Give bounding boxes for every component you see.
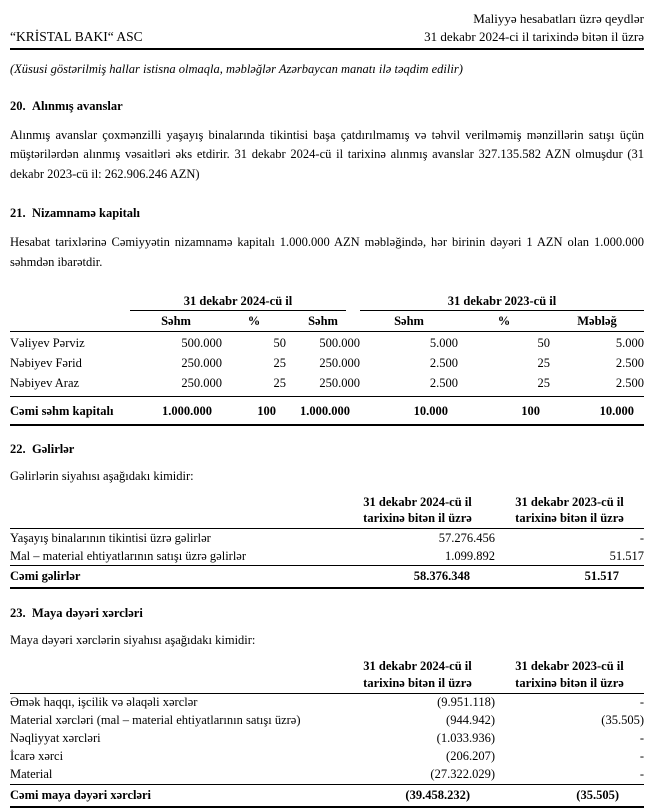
table-cell: 25 bbox=[273, 375, 286, 390]
column-header-line: tarixinə bitən il üzrə bbox=[515, 675, 624, 690]
shareholder-name: Nəbiyev Fərid bbox=[10, 355, 82, 370]
total-label: Cəmi gəlirlər bbox=[10, 566, 340, 589]
column-header-line: 31 dekabr 2024-cü il bbox=[363, 659, 472, 674]
table-row bbox=[10, 529, 644, 548]
revenue-table bbox=[10, 494, 644, 590]
section-21-heading bbox=[10, 206, 644, 221]
line-item-label: Mal – material ehtiyatlarının satışı üzrə gəlirlər bbox=[10, 548, 247, 563]
year-2024-group-header: 31 dekabr 2024-cü il bbox=[130, 294, 346, 311]
table-cell: (39.458.232) bbox=[340, 784, 495, 807]
table-cell: - bbox=[639, 767, 644, 782]
section-20-body: Alınmış avanslar çoxmənzilli yaşayış binalarında tikintisi başa çatdırılmamış və təhvil verilməmiş mənzillərin satışı üçün müştərilərdən alınmış vəsaitləri əks etdirir. 31 dekabr 2024-cü il tarixinə alınmış avanslar 327.135.582 AZN olmuşdur (31 dekabr 2023-cü il: 262.906.246 AZN) bbox=[10, 128, 644, 181]
document-header bbox=[10, 10, 644, 50]
line-item-label: Əmək haqqı, işcilik və əlaqəli xərclər bbox=[10, 695, 198, 710]
currency-note: (Xüsusi göstərilmiş hallar istisna olmaqla, məbləğlər Azərbaycan manatı ilə təqdim edilir) bbox=[10, 62, 463, 77]
column-header-row bbox=[10, 311, 644, 332]
table-cell: (9.951.118) bbox=[437, 695, 495, 710]
section-22-heading bbox=[10, 442, 644, 457]
table-cell: 500.000 bbox=[319, 335, 361, 350]
table-cell: 250.000 bbox=[181, 375, 222, 390]
table-cell: 51.517 bbox=[495, 566, 644, 589]
section-20-heading bbox=[10, 99, 644, 114]
table-cell: (35.505) bbox=[601, 713, 644, 728]
table-cell: 100 bbox=[222, 396, 286, 425]
cost-of-sales-table bbox=[10, 658, 644, 808]
table-cell: (1.033.936) bbox=[436, 731, 495, 746]
table-row bbox=[10, 766, 644, 785]
line-item-label: Nəqliyyat xərcləri bbox=[10, 731, 101, 746]
table-cell: 50 bbox=[537, 335, 551, 350]
section-20-number: 20. bbox=[10, 99, 26, 114]
table-row bbox=[10, 372, 644, 397]
share-capital-table bbox=[10, 294, 644, 426]
table-cell: - bbox=[639, 530, 644, 545]
column-header-row bbox=[10, 494, 644, 529]
table-cell: 5.000 bbox=[615, 335, 645, 350]
section-20-title: Alınmış avanslar bbox=[32, 99, 123, 114]
table-cell: 2.500 bbox=[615, 375, 645, 390]
table-row bbox=[10, 712, 644, 730]
table-cell bbox=[10, 311, 130, 332]
report-header bbox=[424, 10, 644, 45]
section-22-number: 22. bbox=[10, 441, 26, 456]
column-header: % bbox=[222, 311, 286, 332]
line-item-label: İcarə xərci bbox=[10, 749, 64, 764]
table-cell: 100 bbox=[458, 396, 550, 425]
table-cell: 2.500 bbox=[429, 375, 459, 390]
column-header-line: tarixinə bitən il üzrə bbox=[363, 511, 472, 526]
table-cell: 2.500 bbox=[429, 355, 459, 370]
column-header-row bbox=[10, 658, 644, 693]
section-22-title: Gəlirlər bbox=[32, 441, 75, 456]
table-cell: 25 bbox=[537, 375, 551, 390]
line-item-label: Material bbox=[10, 767, 53, 782]
section-23-title: Maya dəyəri xərcləri bbox=[32, 606, 143, 621]
shareholder-name: Vəliyev Pərviz bbox=[10, 335, 85, 350]
table-cell: (206.207) bbox=[446, 749, 495, 764]
table-cell: 25 bbox=[273, 355, 286, 370]
section-22-intro: Gəlirlərin siyahısı aşağıdakı kimidir: bbox=[10, 468, 194, 483]
table-cell: - bbox=[639, 731, 644, 746]
table-cell: 25 bbox=[537, 355, 551, 370]
table-cell bbox=[130, 294, 360, 311]
report-title: Maliyyə hesabatları üzrə qeydlər bbox=[473, 11, 644, 26]
table-cell: (27.322.029) bbox=[430, 767, 495, 782]
section-21-body: Hesabat tarixlərinə Cəmiyyətin nizamnamə kapitalı 1.000.000 AZN məbləğində, hər birinin dəyəri 1 AZN olan 1.000.000 səhmdən ibarətdir. bbox=[10, 235, 644, 269]
line-item-label: Material xərcləri (mal – material ehtiyatlarının satışı üzrə) bbox=[10, 713, 301, 728]
table-row bbox=[10, 352, 644, 372]
column-header-line: 31 dekabr 2024-cü il bbox=[363, 494, 472, 509]
table-cell: 57.276.456 bbox=[438, 530, 495, 545]
section-23-intro: Maya dəyəri xərclərin siyahısı aşağıdakı kimidir: bbox=[10, 633, 256, 648]
table-cell: 10.000 bbox=[360, 396, 458, 425]
table-cell: 250.000 bbox=[319, 375, 361, 390]
column-header: Səhm bbox=[360, 311, 458, 332]
table-cell: 51.517 bbox=[609, 548, 644, 563]
table-cell bbox=[10, 294, 130, 311]
table-cell: 2.500 bbox=[615, 355, 645, 370]
table-cell: 1.099.892 bbox=[445, 548, 495, 563]
column-header: % bbox=[458, 311, 550, 332]
table-cell: - bbox=[639, 695, 644, 710]
column-header-2024 bbox=[340, 658, 495, 693]
table-cell: (944.942) bbox=[446, 713, 495, 728]
section-21-title: Nizamnamə kapitalı bbox=[32, 206, 140, 221]
year-2023-group-header: 31 dekabr 2023-cü il bbox=[360, 294, 644, 311]
column-header: Səhm bbox=[286, 311, 360, 332]
company-name: “KRİSTAL BAKI“ ASC bbox=[10, 29, 143, 45]
section-23-heading bbox=[10, 606, 644, 621]
total-row bbox=[10, 396, 644, 425]
line-item-label: Yaşayış binalarının tikintisi üzrə gəlirlər bbox=[10, 530, 211, 545]
total-label: Cəmi maya dəyəri xərcləri bbox=[10, 784, 340, 807]
column-header-line: 31 dekabr 2023-cü il bbox=[515, 494, 624, 509]
report-period: 31 dekabr 2024-ci il tarixində bitən il üzrə bbox=[424, 28, 644, 44]
table-cell: 10.000 bbox=[550, 396, 644, 425]
table-cell: 250.000 bbox=[319, 355, 361, 370]
total-row bbox=[10, 784, 644, 807]
table-row bbox=[10, 693, 644, 712]
shareholder-name: Nəbiyev Araz bbox=[10, 375, 80, 390]
column-header-line: tarixinə bitən il üzrə bbox=[363, 675, 472, 690]
column-header-line: 31 dekabr 2023-cü il bbox=[515, 659, 624, 674]
table-cell: (35.505) bbox=[495, 784, 644, 807]
column-header: Məbləğ bbox=[550, 311, 644, 332]
table-row bbox=[10, 748, 644, 766]
table-cell: 58.376.348 bbox=[340, 566, 495, 589]
total-label: Cəmi səhm kapitalı bbox=[10, 396, 130, 425]
column-header-2023 bbox=[495, 658, 644, 693]
table-cell: 1.000.000 bbox=[286, 396, 360, 425]
table-row bbox=[10, 730, 644, 748]
column-header-line: tarixinə bitən il üzrə bbox=[515, 511, 624, 526]
column-header-2024 bbox=[340, 494, 495, 529]
table-cell: - bbox=[639, 749, 644, 764]
table-cell: 1.000.000 bbox=[130, 396, 222, 425]
total-row bbox=[10, 566, 644, 589]
column-header: Səhm bbox=[130, 311, 222, 332]
table-cell: 250.000 bbox=[181, 355, 222, 370]
table-cell bbox=[10, 494, 340, 529]
table-row bbox=[10, 547, 644, 566]
table-cell bbox=[360, 294, 644, 311]
section-23-number: 23. bbox=[10, 606, 26, 621]
table-cell: 500.000 bbox=[181, 335, 222, 350]
table-row bbox=[10, 331, 644, 352]
group-header-row bbox=[10, 294, 644, 311]
table-cell: 50 bbox=[273, 335, 286, 350]
table-cell bbox=[10, 658, 340, 693]
section-21-number: 21. bbox=[10, 206, 26, 221]
table-cell: 5.000 bbox=[429, 335, 459, 350]
column-header-2023 bbox=[495, 494, 644, 529]
